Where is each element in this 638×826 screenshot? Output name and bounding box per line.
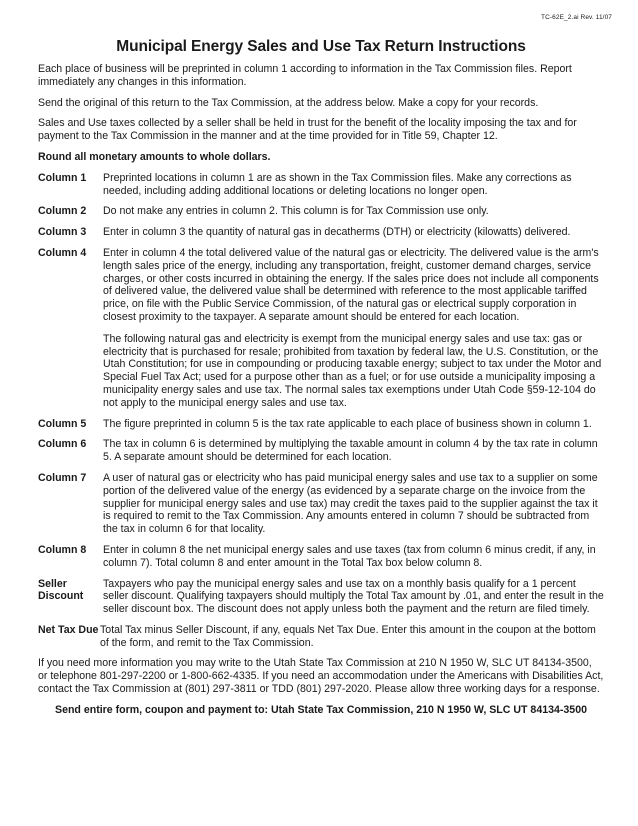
column-8-text: Enter in column 8 the net municipal energy sales and use taxes (tax from column 6 minus credit, if any, in column 7). Total column 8 and enter amount in the Total Tax box below column 8. xyxy=(103,543,596,569)
column-6-label: Column 6 xyxy=(38,438,87,451)
seller-discount-text: Taxpayers who pay the municipal energy sales and use tax on a monthly basis qualify for a 1 percent seller discount. Qualifying taxpayers should multiply the Total Tax amount by .01, and enter the result in the seller discount box. The discount does not apply unless both the payment and the return are filed timely. xyxy=(103,577,604,616)
column-3-instruction xyxy=(38,226,604,239)
net-tax-due-label: Net Tax Due xyxy=(38,623,99,636)
net-tax-due-instruction xyxy=(38,624,604,650)
column-1-label: Column 1 xyxy=(38,171,87,184)
round-note: Round all monetary amounts to whole dollars. xyxy=(38,150,271,163)
column-5-label: Column 5 xyxy=(38,417,87,430)
seller-discount-instruction xyxy=(38,578,604,616)
intro-paragraph-2: Send the original of this return to the Tax Commission, at the address below. Make a copy for your records. xyxy=(38,96,539,109)
column-4-label: Column 4 xyxy=(38,246,87,259)
form-id: TC-62E_2.ai Rev. 11/07 xyxy=(541,14,612,21)
column-4-text: Enter in column 4 the total delivered value of the natural gas or electricity. The delivered value is the arm's length sales price of the energy, including any transportation, freight, customer demand charges, service charges, or other costs incurred in obtaining the energy. If the sales price does not include all components of delivered value, the delivered value shall be determined with reference to the most applicable tariffed price, on file with the Public Service Commission, of the natural gas or electrical supply corporation in closest proximity to the taxpayer. A separate amount should be entered for each location. xyxy=(103,246,599,323)
seller-discount-label: Seller Discount xyxy=(38,577,84,603)
column-8-instruction xyxy=(38,544,604,570)
column-5-text: The figure preprinted in column 5 is the tax rate applicable to each place of business shown in column 1. xyxy=(103,417,592,430)
page-title: Municipal Energy Sales and Use Tax Return Instructions xyxy=(116,38,526,55)
column-2-text: Do not make any entries in column 2. This column is for Tax Commission use only. xyxy=(103,205,489,218)
column-8-label: Column 8 xyxy=(38,543,87,556)
column-7-label: Column 7 xyxy=(38,471,87,484)
column-3-label: Column 3 xyxy=(38,226,87,239)
column-4-body xyxy=(103,247,604,410)
contact-info: If you need more information you may write to the Utah State Tax Commission at 210 N 1950 W, SLC UT 84134-3500, or telephone 801-297-2200 or 1-800-662-4335. If you need an accommodation under the Americans with Disabilities Act, contact the Tax Commission at (801) 297-3811 or TDD (801) 297-2020. Please allow three working days for a response. xyxy=(38,657,604,696)
column-4-instruction xyxy=(38,247,604,410)
column-6-text: The tax in column 6 is determined by multiplying the taxable amount in column 4 by the tax rate in column 5. A separate amount should be determined for each location. xyxy=(103,438,598,464)
column-2-instruction xyxy=(38,205,604,218)
column-3-text: Enter in column 3 the quantity of natural gas in decatherms (DTH) or electricity (kilowatts) delivered. xyxy=(103,226,571,239)
column-5-instruction xyxy=(38,418,604,431)
column-1-text: Preprinted locations in column 1 are as shown in the Tax Commission files. Make any corrections as needed, including adding additional locations or deleting locations no longer open. xyxy=(103,171,572,197)
intro-paragraph-3: Sales and Use taxes collected by a seller shall be held in trust for the benefit of the locality imposing the tax and for payment to the Tax Commission in the manner and at the time provided for in Title 59, Chapter 12. xyxy=(38,117,577,143)
instructions-page xyxy=(38,38,604,717)
column-2-label: Column 2 xyxy=(38,205,87,218)
send-instructions: Send entire form, coupon and payment to: Utah State Tax Commission, 210 N 1950 W, SLC UT 84134-3500 xyxy=(55,703,587,716)
net-tax-due-text: Total Tax minus Seller Discount, if any, equals Net Tax Due. Enter this amount in the coupon at the bottom of the form, and remit to the Tax Commission. xyxy=(100,623,596,649)
column-1-instruction xyxy=(38,172,604,198)
column-7-instruction xyxy=(38,472,604,536)
intro-paragraph-1: Each place of business will be preprinted in column 1 according to information in the Tax Commission files. Report immediately any changes in this information. xyxy=(38,63,572,88)
column-7-text: A user of natural gas or electricity who has paid municipal energy sales and use tax to a supplier on some portion of the delivered value of the energy (as evidenced by a separate charge on the invoice from the supplier for municipal energy sales and use tax) may credit the taxes paid to the supplier against the tax it is required to remit to the Tax Commission. Any amounts entered in column 7 should be subtracted from the tax in column 6 for that locality. xyxy=(103,471,598,536)
column-4-exemptions: The following natural gas and electricity is exempt from the municipal energy sales and use tax: gas or electricity that is purchased for resale; prohibited from taxation by federal law, the U.S. Constitution, or the Utah Constitution; for use in compounding or producing taxable energy; subject to tax under the Motor and Special Fuel Tax Act; used for a purpose other than as a fuel; or for use outside a municipality imposing a municipality energy sales and use tax. The normal sales tax exemptions under Utah Code §59-12-104 do not apply to the municipal energy sales and use tax. xyxy=(103,332,602,409)
column-6-instruction xyxy=(38,438,604,464)
